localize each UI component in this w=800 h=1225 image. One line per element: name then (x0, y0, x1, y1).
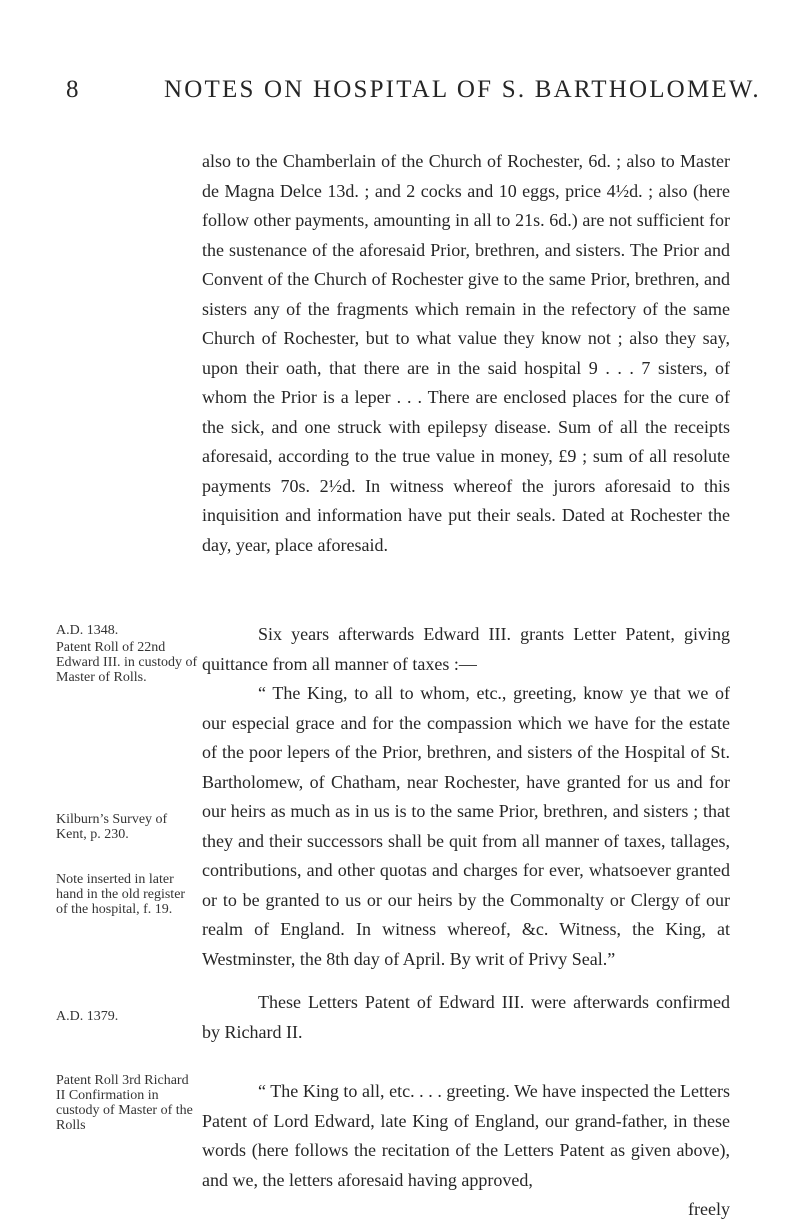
page-number: 8 (66, 76, 80, 103)
paragraph-edward-grant: Six years afterwards Edward III. grants Letter Patent, giving quittance from all manner of taxes :— (202, 624, 730, 674)
side-note-kilburn-survey: Kilburn’s Survey of Kent, p. 230. (56, 812, 168, 842)
main-text (202, 147, 730, 1225)
side-note-patent-roll-richard: Patent Roll 3rd Richard II Confirmation in custody of Master of the Rolls (56, 1073, 193, 1133)
running-title: NOTES ON HOSPITAL OF S. BARTHOLOMEW. (164, 76, 761, 103)
side-notes (56, 0, 198, 1188)
side-note-register: Note inserted in later hand in the old register of the hospital, f. 19. (56, 872, 186, 917)
paragraph-confirmation: These Letters Patent of Edward III. were afterwards confirmed by Richard II. (202, 992, 730, 1042)
paragraph-richard-letter: “ The King to all, etc. . . . greeting. We have inspected the Letters Patent of Lord Edward, late King of England, our grand-father, in these words (here follows the recitation of the Letters Patent as given above), and we, the letters aforesaid having approved, (202, 1081, 730, 1190)
side-note-patent-roll-edward: Patent Roll of 22nd Edward III. in custody of Master of Rolls. (56, 640, 198, 685)
side-note-date-1348: A.D. 1348. (56, 623, 119, 638)
paragraph-inquisition: also to the Chamberlain of the Church of Rochester, 6d. ; also to Master de Magna Delce 13d. ; and 2 cocks and 10 eggs, price 4½d. ; also (here follow other payments, amounting in all to 21s. 6d.) are not sufficient for the sustenance of the aforesaid Prior, brethren, and sisters. The Prior and Convent of the Church of Rochester give to the same Prior, brethren, and sisters any of the fragments which remain in the refectory of the same Church of Rochester, but to what value they know not ; also they say, upon their oath, that there are in the said hospital 9 . . . 7 sisters, of whom the Prior is a leper . . . There are enclosed places for the cure of the sick, and one struck with epilepsy disease. Sum of all the receipts aforesaid, according to the true value in money, £9 ; sum of all resolute payments 70s. 2½d. In witness whereof the jurors aforesaid to this inquisition and information have put their seals. Dated at Rochester the day, year, place aforesaid. (202, 151, 730, 555)
catchword: freely (688, 1199, 730, 1219)
side-note-date-1379: A.D. 1379. (56, 1009, 119, 1024)
paragraph-letter-patent: “ The King, to all to whom, etc., greeting, know ye that we of our especial grace and for the compassion which we have for the estate of the poor lepers of the Prior, brethren, and sisters of the Hospital of St. Bartholomew, of Chatham, near Rochester, have granted for us and for our heirs as much as in us is to the same Prior, brethren, and sisters ; that they and their successors shall be quit from all manner of taxes, tallages, contributions, and other quotas and charges for ever, whatsoever granted or to be granted to us or our heirs by the Commonalty or Clergy of our realm of England. In witness whereof, &c. Witness, the King, at Westminster, the 8th day of April. By writ of Privy Seal.” (202, 683, 730, 969)
